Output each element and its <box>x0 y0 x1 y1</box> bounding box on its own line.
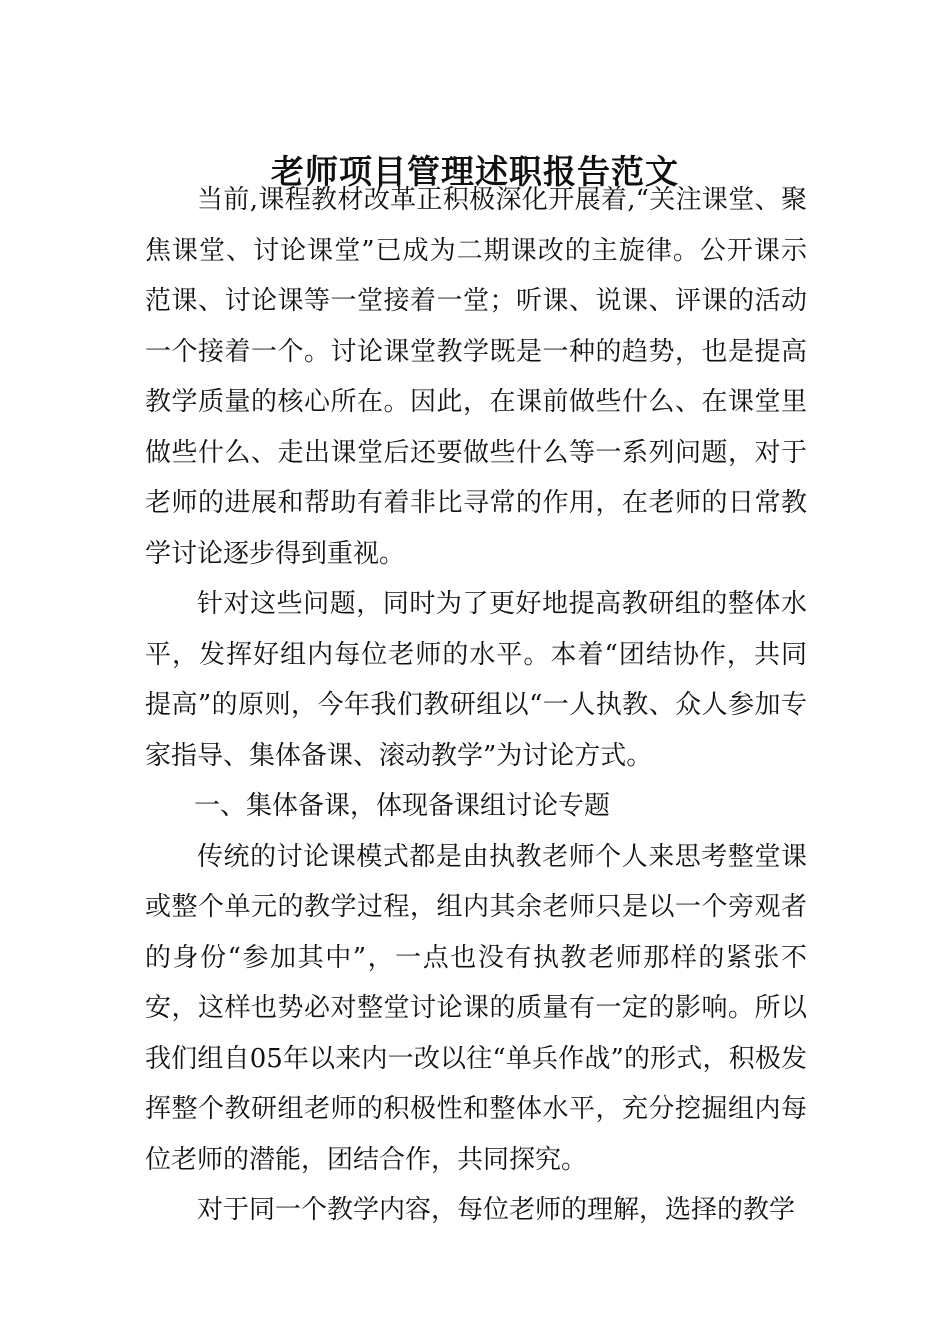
paragraph-intro: 当前,课程教材改革正积极深化开展着,“关注课堂、聚焦课堂、讨论课堂”已成为二期课改的主旋律。公开课示范课、讨论课等一堂接着一堂；听课、说课、评课的活动一个接着一个。讨论课堂教学既是一种的趋势，也是提高教学质量的核心所在。因此，在课前做些什么、在课堂里做些什么、走出课堂后还要做些什么等一系列问题，对于老师的进展和帮助有着非比寻常的作用，在老师的日常教学讨论逐步得到重视。 <box>145 185 807 569</box>
paragraph-same-content: 对于同一个教学内容，每位老师的理解，选择的教学 <box>197 1195 796 1225</box>
section-heading-collective-lesson-prep: 一、集体备课，体现备课组讨论专题 <box>194 791 611 821</box>
document-body <box>145 175 807 1236</box>
paragraph-approach: 针对这些问题，同时为了更好地提高教研组的整体水平，发挥好组内每位老师的水平。本着“团结协作，共同提高”的原则，今年我们教研组以“一人执教、众人参加专家指导、集体备课、滚动教学”为讨论方式。 <box>145 589 807 771</box>
document-title: 老师项目管理述职报告范文 <box>271 152 679 192</box>
paragraph-traditional-model: 传统的讨论课模式都是由执教老师个人来思考整堂课或整个单元的教学过程，组内其余老师只是以一个旁观者的身份“参加其中”，一点也没有执教老师那样的紧张不安，这样也势必对整堂讨论课的质量有一定的影响。所以我们组自05年以来内一改以往“单兵作战”的形式，积极发挥整个教研组老师的积极性和整体水平，充分挖掘组内每位老师的潜能，团结合作，共同探究。 <box>145 841 807 1175</box>
